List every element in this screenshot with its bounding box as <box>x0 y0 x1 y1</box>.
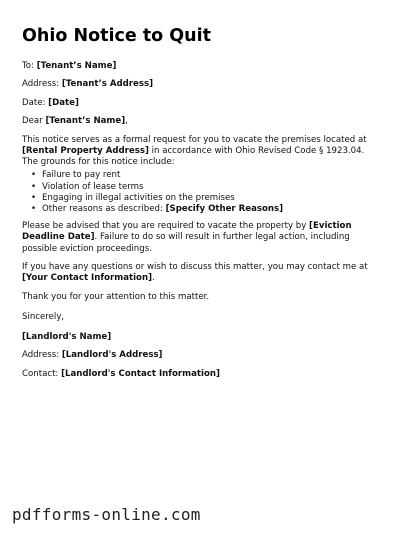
salutation-line <box>22 116 382 127</box>
bullet-icon: • <box>31 181 37 192</box>
landlord-name-line <box>22 332 382 343</box>
to-line <box>22 61 382 72</box>
landlord-contact-placeholder: [Landlord's Contact Information] <box>61 368 220 379</box>
tenant-address-placeholder: [Tenant’s Address] <box>61 79 154 90</box>
rental-address-placeholder: [Rental Property Address] <box>22 145 149 156</box>
landlord-contact-line <box>22 369 382 380</box>
page-title: Ohio Notice to Quit <box>22 26 211 46</box>
other-reasons-label: Other reasons as described: <box>42 203 163 214</box>
landlord-address-line <box>22 350 382 361</box>
address-line <box>22 79 382 90</box>
landlord-address-label: Address: <box>22 350 60 361</box>
tenant-name-placeholder: [Tenant’s Name] <box>36 61 117 71</box>
contact-paragraph <box>22 262 382 284</box>
deadline-paragraph <box>22 221 382 255</box>
date-placeholder: [Date] <box>48 97 79 108</box>
salutation-name-placeholder: [Tenant’s Name] <box>45 116 126 127</box>
deadline-text-start: Please be advised that you are required to vacate the property by <box>22 221 307 232</box>
intro-paragraph <box>22 135 382 169</box>
landlord-contact-label: Contact: <box>22 368 59 379</box>
site-watermark: pdfforms-online.com <box>12 505 201 524</box>
list-item <box>31 181 382 193</box>
salutation-suffix: , <box>125 116 128 127</box>
to-label: To: <box>22 61 34 71</box>
list-item-text: Engaging in illegal activities on the premises <box>42 192 235 203</box>
address-label: Address: <box>22 79 60 90</box>
document-body <box>22 26 382 387</box>
thanks-line: Thank you for your attention to this matter. <box>22 291 210 302</box>
list-item-text: Violation of lease terms <box>42 181 144 192</box>
list-item-text: Failure to pay rent <box>42 170 121 181</box>
intro-text-end: in accordance with Ohio Revised Code § 1923.04. The grounds for this notice include: <box>22 145 365 167</box>
date-label: Date: <box>22 97 46 108</box>
contact-text-start: If you have any questions or wish to discuss this matter, you may contact me at <box>22 261 368 272</box>
eviction-deadline-placeholder: [Eviction Deadline Date] <box>22 221 352 243</box>
list-item <box>31 192 382 204</box>
list-item <box>31 203 382 215</box>
landlord-address-placeholder: [Landlord's Address] <box>61 350 163 361</box>
closing-line: Sincerely, <box>22 311 65 322</box>
salutation-label: Dear <box>22 116 43 127</box>
bullet-icon: • <box>31 192 37 203</box>
deadline-text-end: . Failure to do so will result in further legal action, including possible eviction proceedings. <box>22 232 350 254</box>
bullet-icon: • <box>31 203 37 214</box>
grounds-list <box>22 170 382 215</box>
your-contact-placeholder: [Your Contact Information] <box>22 273 152 284</box>
bullet-icon: • <box>31 170 37 181</box>
date-line <box>22 98 382 109</box>
contact-text-end: . <box>152 273 155 284</box>
intro-text-start: This notice serves as a formal request for you to vacate the premises located at <box>22 134 367 145</box>
landlord-name-placeholder: [Landlord's Name] <box>22 331 112 342</box>
list-item <box>31 170 382 181</box>
other-reasons-placeholder: [Specify Other Reasons] <box>165 203 284 214</box>
